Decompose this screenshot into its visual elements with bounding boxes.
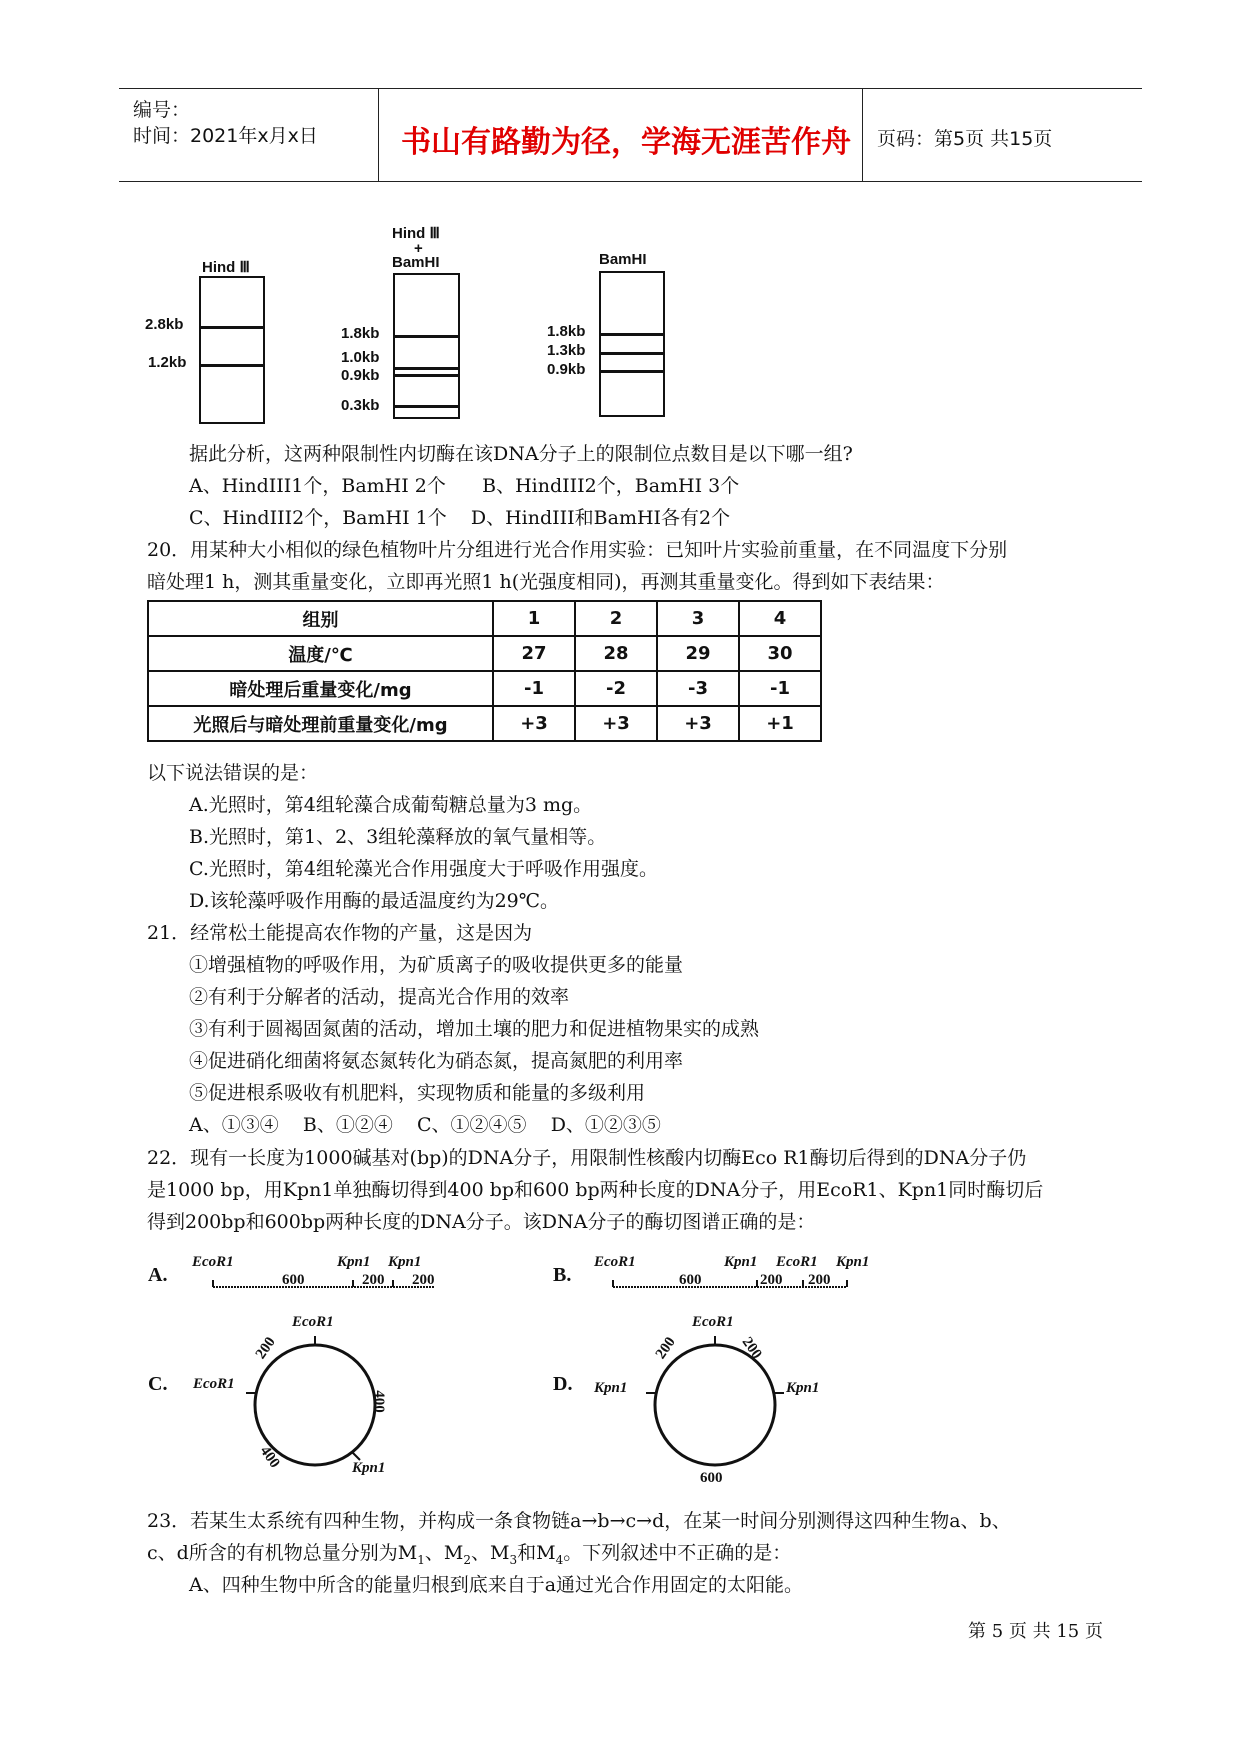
segment-label: 200 (808, 1272, 831, 1288)
option-letter: B. (553, 1264, 572, 1286)
q22-stem: 得到200bp和600bp两种长度的DNA分子。该DNA分子的酶切图谱正确的是： (147, 1211, 816, 1233)
table-cell: 28 (575, 636, 657, 671)
option-letter: A. (148, 1264, 168, 1286)
band-label: 1.8kb (341, 325, 380, 342)
site-label: Kpn1 (836, 1254, 870, 1270)
site-label: EcoR1 (692, 1314, 734, 1330)
table-cell: 组别 (148, 601, 493, 636)
lane-title: BamHI (392, 254, 440, 271)
gel-lane (393, 273, 460, 419)
gel-band (395, 335, 458, 338)
q19-options-ab: A、HindIII1个，BamHI 2个 B、HindIII2个，BamHI 3个 (189, 475, 740, 497)
gel-band (201, 364, 263, 367)
segment-label: 200 (362, 1272, 385, 1288)
gel-band (395, 367, 458, 370)
table-cell: -1 (739, 671, 821, 706)
gel-band (601, 352, 663, 355)
linear-map-line (205, 1270, 445, 1290)
q22-stem: 22．现有一长度为1000碱基对(bp)的DNA分子，用限制性核酸内切酶Eco R1酶切后得到的DNA分子仍 (147, 1147, 1027, 1169)
table-row (148, 706, 821, 741)
serial-label: 编号： (133, 99, 191, 121)
site-label: Kpn1 (388, 1254, 422, 1270)
table-cell: -3 (657, 671, 739, 706)
q20-option: D.该轮藻呼吸作用酶的最适温度约为29℃。 (189, 890, 560, 912)
table-cell: 4 (739, 601, 821, 636)
band-label: 0.3kb (341, 397, 380, 414)
table-cell: 29 (657, 636, 739, 671)
segment-label: 200 (738, 1334, 765, 1363)
header-divider (862, 89, 863, 181)
lane-title: Hind Ⅲ (202, 259, 250, 276)
site-label: Kpn1 (786, 1380, 820, 1396)
option-letter: D. (553, 1373, 573, 1395)
segment-label: 600 (282, 1272, 305, 1288)
q20-option: A.光照时，第4组轮藻合成葡萄糖总量为3 mg。 (189, 794, 593, 816)
q21-stem: 21．经常松土能提高农作物的产量，这是因为 (147, 922, 533, 944)
table-cell: +3 (575, 706, 657, 741)
band-label: 0.9kb (341, 367, 380, 384)
q21-options: A、①③④ B、①②④ C、①②④⑤ D、①②③⑤ (189, 1114, 661, 1136)
table-cell: +1 (739, 706, 821, 741)
q22-stem: 是1000 bp，用Kpn1单独酶切得到400 bp和600 bp两种长度的DNA分子，用EcoR1、Kpn1同时酶切后 (147, 1179, 1044, 1201)
segment-label: 200 (412, 1272, 435, 1288)
table-row (148, 601, 821, 636)
site-label: EcoR1 (776, 1254, 818, 1270)
site-label: Kpn1 (337, 1254, 371, 1270)
q20-stem: 20．用某种大小相似的绿色植物叶片分组进行光合作用实验：已知叶片实验前重量，在不同温度下分别 (147, 539, 1008, 561)
gel-band (395, 405, 458, 408)
table-cell: +3 (493, 706, 575, 741)
site-label: EcoR1 (193, 1376, 235, 1392)
q23-stem: c、d所含的有机物总量分别为$M_1$、$M_2$、$M_3$和$M_4$。下列叙述中不正确的是： (147, 1542, 792, 1567)
lane-title-plus: + (414, 240, 423, 257)
q21-item: ④促进硝化细菌将氨态氮转化为硝态氮，提高氮肥的利用率 (189, 1050, 684, 1072)
lane-title: Hind Ⅲ (392, 225, 440, 242)
segment-label: 400 (256, 1443, 283, 1472)
page-footer: 第 5 页 共 15 页 (968, 1621, 1103, 1642)
q21-item: ⑤促进根系吸收有机肥料，实现物质和能量的多级利用 (189, 1082, 646, 1104)
segment-label: 200 (252, 1334, 279, 1363)
segment-label: 200 (652, 1334, 679, 1363)
band-label: 2.8kb (145, 316, 184, 333)
segment-label: 200 (760, 1272, 783, 1288)
table-row (148, 636, 821, 671)
q23-stem: 23．若某生太系统有四种生物，并构成一条食物链a→b→c→d，在某一时间分别测得这四种生物a、b、 (147, 1510, 1011, 1532)
q19-options-cd: C、HindIII2个，BamHI 1个 D、HindIII和BamHI各有2个 (189, 507, 731, 529)
band-label: 1.2kb (148, 354, 187, 371)
gel-band (601, 333, 663, 336)
lane-title: BamHI (599, 251, 647, 268)
table-row (148, 671, 821, 706)
gel-lane (199, 276, 265, 424)
q21-item: ①增强植物的呼吸作用，为矿质离子的吸收提供更多的能量 (189, 954, 684, 976)
band-label: 1.0kb (341, 349, 380, 366)
table-cell: 1 (493, 601, 575, 636)
q19-stem: 据此分析，这两种限制性内切酶在该DNA分子上的限制位点数目是以下哪一组? (189, 443, 853, 465)
gel-band (395, 374, 458, 377)
page-label: 页码：第5页 共15页 (877, 128, 1053, 150)
q20-stem: 暗处理1 h，测其重量变化，立即再光照1 h(光强度相同)，再测其重量变化。得到如下表结果： (147, 571, 945, 593)
motto: 书山有路勤为径，学海无涯苦作舟 (401, 125, 851, 160)
table-cell: 光照后与暗处理前重量变化/mg (148, 706, 493, 741)
table-cell: 30 (739, 636, 821, 671)
table-cell: -1 (493, 671, 575, 706)
table-cell: 暗处理后重量变化/mg (148, 671, 493, 706)
site-label: Kpn1 (352, 1460, 386, 1476)
q21-item: ③有利于圆褐固氮菌的活动，增加土壤的肥力和促进植物果实的成熟 (189, 1018, 760, 1040)
table-cell: 温度/℃ (148, 636, 493, 671)
segment-label: 600 (679, 1272, 702, 1288)
site-label: EcoR1 (594, 1254, 636, 1270)
q20-option: B.光照时，第1、2、3组轮藻释放的氧气量相等。 (189, 826, 607, 848)
table-cell: 3 (657, 601, 739, 636)
page-header (119, 88, 1142, 182)
q20-option: C.光照时，第4组轮藻光合作用强度大于呼吸作用强度。 (189, 858, 658, 880)
segment-label: 600 (700, 1470, 723, 1486)
site-label: Kpn1 (594, 1380, 628, 1396)
header-divider (378, 89, 379, 181)
q23-option: A、四种生物中所含的能量归根到底来自于a通过光合作用固定的太阳能。 (189, 1574, 804, 1596)
band-label: 1.8kb (547, 323, 586, 340)
table-cell: +3 (657, 706, 739, 741)
table-cell: 27 (493, 636, 575, 671)
gel-band (201, 326, 263, 329)
band-label: 0.9kb (547, 361, 586, 378)
segment-label: 400 (370, 1390, 387, 1413)
band-label: 1.3kb (547, 342, 586, 359)
site-label: EcoR1 (192, 1254, 234, 1270)
gel-lane (599, 271, 665, 417)
site-label: Kpn1 (724, 1254, 758, 1270)
table-cell: -2 (575, 671, 657, 706)
site-label: EcoR1 (292, 1314, 334, 1330)
option-letter: C. (148, 1373, 168, 1395)
q21-item: ②有利于分解者的活动，提高光合作用的效率 (189, 986, 570, 1008)
table-cell: 2 (575, 601, 657, 636)
experiment-table (147, 600, 822, 742)
time-label: 时间：2021年x月x日 (133, 125, 318, 147)
gel-band (601, 370, 663, 373)
q20-lead: 以下说法错误的是： (147, 762, 319, 784)
